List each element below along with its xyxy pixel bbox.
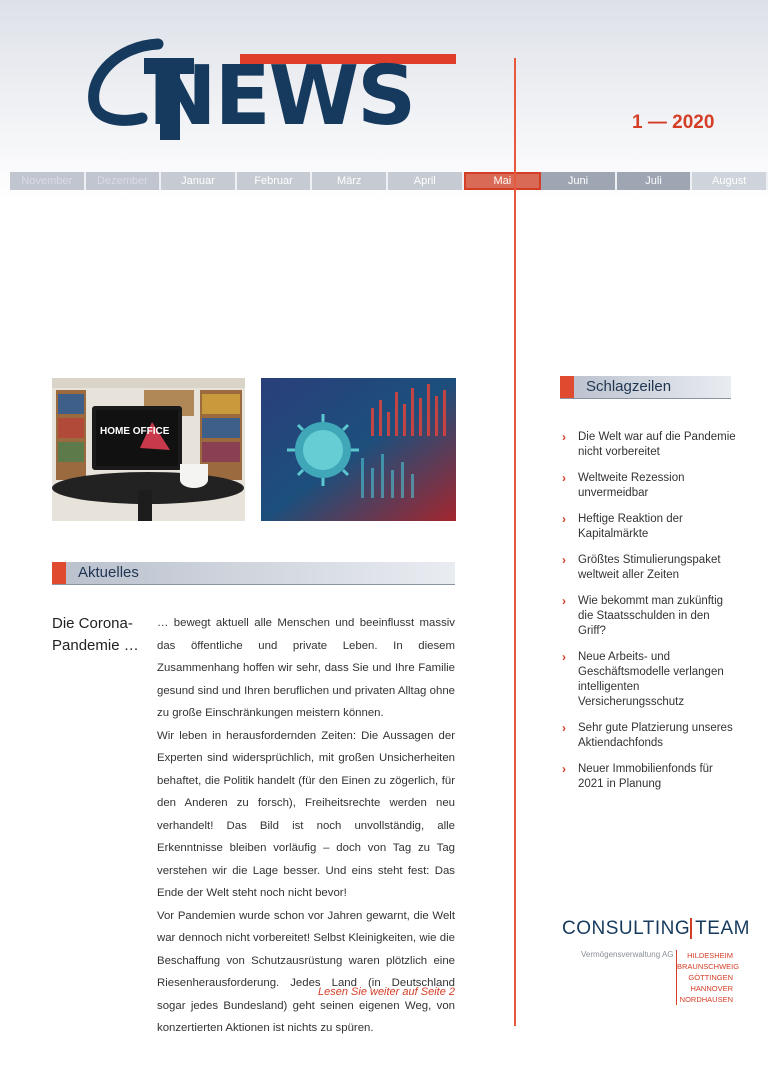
chevron-right-icon: › — [562, 553, 566, 567]
chevron-right-icon: › — [562, 430, 566, 444]
brand-left: CONSULTING — [562, 918, 691, 939]
brand-right: TEAM — [690, 918, 750, 939]
chevron-right-icon: › — [562, 650, 566, 664]
continue-reading-link[interactable]: Lesen Sie weiter auf Seite 2 — [318, 986, 455, 998]
headline-item[interactable]: › Größtes Stimulierungspaket weltweit aller Zeiten — [562, 553, 721, 581]
month-tab[interactable]: März — [312, 172, 388, 190]
aktuelles-heading: Aktuelles — [78, 564, 139, 581]
headline-item[interactable]: › Wie bekommt man zukünftig die Staatsschulden in den Griff? — [562, 594, 724, 637]
logo-text: NEWS — [148, 49, 415, 144]
headline-item[interactable]: › Sehr gute Platzierung unseres Aktiendachfonds — [562, 721, 733, 749]
virus-chart-photo — [261, 378, 456, 521]
schlagzeilen-heading-bar — [560, 376, 731, 399]
headline-item[interactable]: › Weltweite Rezession unvermeidbar — [562, 471, 685, 499]
schlagzeilen-heading: Schlagzeilen — [586, 378, 672, 395]
month-tab[interactable]: Juni — [541, 172, 617, 190]
chevron-right-icon: › — [562, 762, 566, 776]
chevron-right-icon: › — [562, 471, 566, 485]
city: HANNOVER — [690, 984, 733, 993]
article-paragraph: Wir leben in herausfordernden Zeiten: Die Aussagen der Experten sind widersprüchlich, mit großen Unsicherheiten behaftet, die Politik handelt (für den Einen zu zögerlich, für den Anderen zu forsch), Freiheitsrechte werden neu verhandelt! Das Bild ist noch unvollständig, alle Erkenntnisse bleiben vorläufig – doch von Tag zu Tag verstehen wir die Lage besser. Und eins steht fest: Das Ende der Welt steht noch nicht bevor! — [157, 729, 455, 899]
month-tab[interactable]: April — [388, 172, 464, 190]
chevron-right-icon: › — [562, 594, 566, 608]
company-subtitle: Vermögensverwaltung AG — [581, 950, 674, 959]
headline-item[interactable]: › Die Welt war auf die Pandemie nicht vorbereitet — [562, 430, 736, 458]
chevron-right-icon: › — [562, 721, 566, 735]
company-logo — [562, 918, 750, 940]
home-office-photo — [52, 378, 245, 521]
city: GÖTTINGEN — [688, 973, 733, 982]
headline-list — [560, 430, 740, 803]
headline-item[interactable]: › Heftige Reaktion der Kapitalmärkte — [562, 512, 683, 540]
vertical-divider — [514, 58, 516, 1026]
section-marker — [52, 562, 66, 584]
headline-item[interactable]: › Neuer Immobilienfonds für 2021 in Planung — [562, 762, 713, 790]
city: BRAUNSCHWEIG — [677, 962, 740, 971]
city: HILDESHEIM — [687, 951, 733, 960]
article-paragraph: … bewegt aktuell alle Menschen und beeinflusst massiv das öffentliche und private Leben. In diesem Zusammenhang hoffen wir sehr, dass Sie und Ihre Familie gesund sind und Ihren beruflichen und privaten Alltag ohne zu große Einschränkungen meistern können. — [157, 617, 455, 719]
city: NORDHAUSEN — [679, 995, 733, 1004]
home-office-caption: HOME OFFICE — [100, 426, 170, 437]
article-lead: Die Corona-Pandemie … — [52, 615, 139, 654]
month-tab-active[interactable]: Mai — [464, 172, 542, 190]
month-tab[interactable]: November — [10, 172, 86, 190]
month-tab[interactable]: Dezember — [86, 172, 162, 190]
city-list — [676, 950, 740, 1005]
month-tab[interactable]: Juli — [617, 172, 693, 190]
aktuelles-heading-bar — [52, 562, 455, 585]
chevron-right-icon: › — [562, 512, 566, 526]
month-tab[interactable]: August — [692, 172, 768, 190]
month-navigation — [10, 172, 768, 190]
headline-item[interactable]: › Neue Arbeits- und Geschäftsmodelle verlangen intelligenten Versicherungsschutz — [562, 650, 724, 708]
article-body — [157, 612, 455, 1040]
section-marker — [560, 376, 574, 398]
month-tab[interactable]: Januar — [161, 172, 237, 190]
article-paragraph: Vor Pandemien wurde schon vor Jahren gewarnt, die Welt war dennoch nicht vorbereitet! Selbst Kleinigkeiten, wie die Beschaffung von Schutzausrüstung waren plötzlich eine Riesenherausforderung. Jedes Land (in Deutschland sogar jedes Bundesland) geht seinen eigenen Weg, von konzertierten Aktionen ist nichts zu spüren. — [157, 909, 455, 1034]
month-tab[interactable]: Februar — [237, 172, 313, 190]
issue-number: 1 — 2020 — [632, 112, 715, 133]
